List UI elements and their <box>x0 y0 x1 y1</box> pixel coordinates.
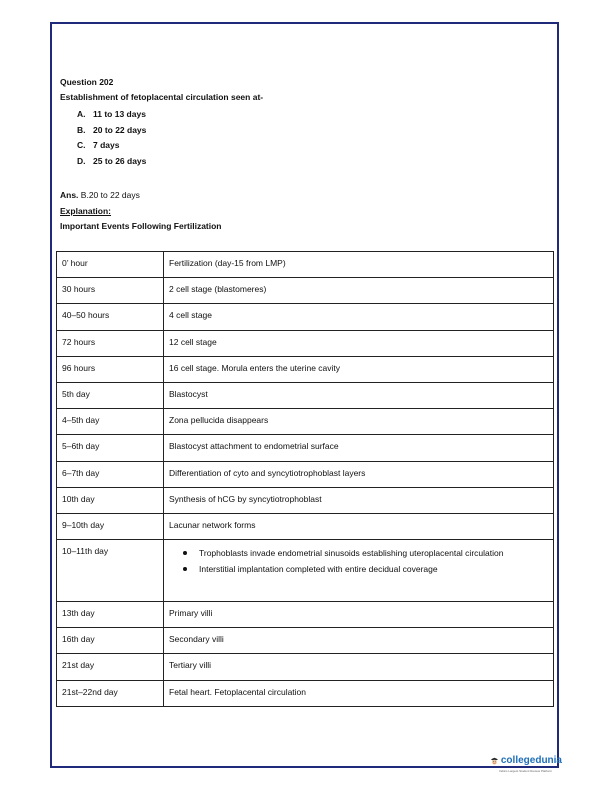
logo-tagline: India's Largest Student Review Platform <box>498 768 553 773</box>
table-row: 10–11th day Trophoblasts invade endometrial sinusoids establishing uteroplacental circulation Interstitial implantation completed with entire decidual coverage <box>57 540 554 602</box>
answer: Ans. B.20 to 22 days <box>60 190 140 200</box>
table-row: 5–6th day Blastocyst attachment to endometrial surface <box>57 435 554 461</box>
table-row: 6–7th day Differentiation of cyto and syncytiotrophoblast layers <box>57 461 554 487</box>
table-row: 9–10th day Lacunar network forms <box>57 513 554 539</box>
table-title: Important Events Following Fertilization <box>60 221 222 231</box>
table-row: 10th day Synthesis of hCG by syncytiotrophoblast <box>57 487 554 513</box>
question-text: Establishment of fetoplacental circulation seen at- <box>60 92 264 102</box>
table-row: 5th day Blastocyst <box>57 382 554 408</box>
table-row: 4–5th day Zona pellucida disappears <box>57 409 554 435</box>
option-b: B. 20 to 22 days <box>77 124 147 135</box>
events-table <box>56 251 554 707</box>
question-block <box>60 77 555 232</box>
table-row: 30 hours 2 cell stage (blastomeres) <box>57 278 554 304</box>
table-row: 21st–22nd day Fetal heart. Fetoplacental circulation <box>57 680 554 706</box>
collegedunia-logo <box>490 748 562 774</box>
options-list <box>60 107 555 169</box>
logo-text: collegedunia <box>500 754 562 766</box>
question-title: Question 202 <box>60 77 114 87</box>
list-item: Trophoblasts invade endometrial sinusoids establishing uteroplacental circulation <box>199 546 548 562</box>
list-item: Interstitial implantation completed with entire decidual coverage <box>199 562 548 578</box>
table-row: 40–50 hours 4 cell stage <box>57 304 554 330</box>
option-a: A. 11 to 13 days <box>77 109 146 119</box>
table-row: 16th day Secondary villi <box>57 628 554 654</box>
table-row: 72 hours 12 cell stage <box>57 330 554 356</box>
table-row: 21st day Tertiary villi <box>57 654 554 680</box>
mascot-icon <box>490 750 499 772</box>
bullet-list <box>169 546 548 577</box>
option-c: C. 7 days <box>77 140 120 150</box>
table-row: 0’ hour Fertilization (day-15 from LMP) <box>57 252 554 278</box>
explanation-label: Explanation: <box>60 206 112 216</box>
table-row: 96 hours 16 cell stage. Morula enters the uterine cavity <box>57 356 554 382</box>
option-d: D. 25 to 26 days <box>77 155 147 166</box>
table-row: 13th day Primary villi <box>57 602 554 628</box>
